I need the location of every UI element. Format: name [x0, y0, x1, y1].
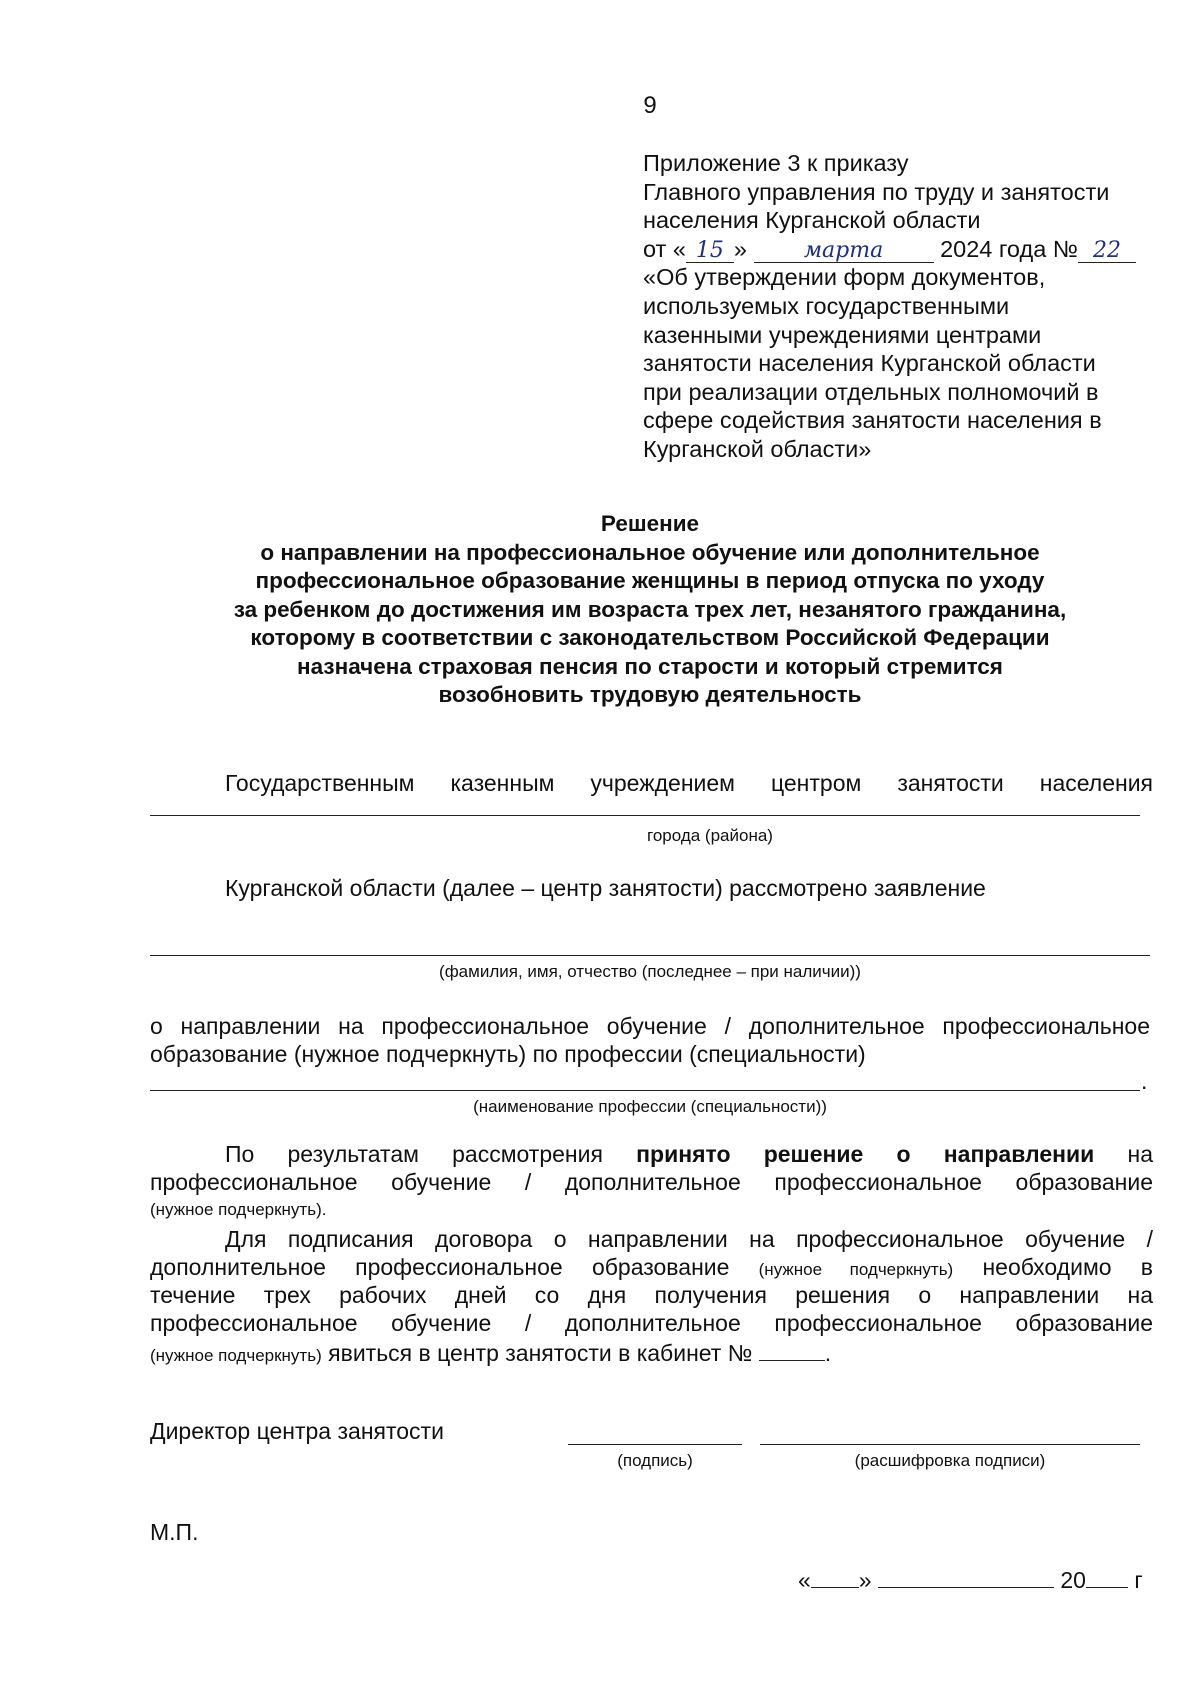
result-decision: принято решение о направлении [636, 1141, 1095, 1167]
decision-year-field[interactable] [1086, 1565, 1128, 1588]
appendix-date-line [643, 235, 1163, 264]
date-prefix: от « [643, 235, 686, 262]
contract-line-3: течение трех рабочих дней со дня получения решения о направлении на [150, 1282, 1153, 1308]
title-line: которому в соответствии с законодательством Российской Федерации [250, 625, 1050, 650]
title-line: возобновить трудовую деятельность [438, 682, 862, 707]
appendix-line: сфере содействия занятости населения в [643, 407, 1102, 434]
contract-line-5 [150, 1338, 831, 1367]
result-text: на [1127, 1141, 1154, 1167]
result-line-2: профессиональное обучение / дополнительное профессиональное образование [150, 1169, 1153, 1195]
date-mid: » [733, 235, 747, 262]
signature-decode-caption: (расшифровка подписи) [854, 1451, 1046, 1470]
direction-line-1: о направлении на профессиональное обучение / дополнительное профессиональное [150, 1013, 1150, 1039]
date-year: 2024 года № [940, 235, 1078, 262]
profession-caption: (наименование профессии (специальности)) [473, 1097, 827, 1116]
decision-day-field[interactable] [811, 1565, 859, 1588]
appendix-line: используемых государственными [643, 292, 1010, 319]
contract-note: (нужное подчеркнуть) [758, 1260, 954, 1279]
title-line: за ребенком до достижения им возраста трех лет, незанятого гражданина, [233, 596, 1067, 622]
decision-month-field[interactable] [878, 1565, 1054, 1588]
signature-decode-field[interactable] [760, 1444, 1140, 1445]
contract-line-2 [150, 1254, 1153, 1281]
cabinet-number-field[interactable] [759, 1338, 825, 1361]
appendix-line: Главного управления по труду и занятости [643, 178, 1110, 205]
appendix-line: при реализации отдельных полномочий в [643, 378, 1099, 405]
director-label: Директор центра занятости [150, 1418, 444, 1444]
profession-field[interactable] [150, 1090, 1140, 1091]
handwritten-day: 15 [686, 240, 734, 263]
document-title [150, 510, 1150, 710]
appendix-line: Курганской области» [643, 435, 872, 462]
year-suffix: г [1134, 1567, 1143, 1593]
appendix-line: населения Курганской области [643, 207, 981, 234]
contract-line-4: профессиональное обучение / дополнительное профессиональное образование [150, 1310, 1153, 1336]
result-line-3: (нужное подчеркнуть). [150, 1200, 327, 1219]
result-line-1 [225, 1141, 1153, 1168]
applicant-name-field[interactable] [150, 955, 1150, 956]
org-name-field[interactable] [150, 815, 1140, 816]
title-line: профессиональное образование женщины в период отпуска по уходу [255, 568, 1045, 593]
title-line: о направлении на профессиональное обучение или дополнительное [260, 539, 1040, 565]
handwritten-order-number: 22 [1078, 240, 1136, 263]
contract-text: необходимо в [982, 1254, 1153, 1280]
result-text: По результатам рассмотрения [225, 1141, 603, 1167]
contract-text: дополнительное профессиональное образование [150, 1254, 730, 1280]
title-heading: Решение [600, 511, 700, 536]
review-line: Курганской области (далее – центр занятости) рассмотрено заявление [225, 875, 986, 901]
appendix-line: Приложение 3 к приказу [643, 150, 909, 176]
appendix-line: «Об утверждении форм документов, [643, 264, 1046, 291]
direction-line-2: образование (нужное подчеркнуть) по профессии (специальности) [150, 1041, 866, 1067]
year-prefix: 20 [1060, 1567, 1086, 1593]
org-line: Государственным казенным учреждением центром занятости населения [225, 770, 1153, 796]
profession-period: . [1141, 1068, 1148, 1094]
handwritten-month: марта [754, 240, 934, 263]
stamp-place: М.П. [150, 1519, 199, 1545]
appendix-line: казенными учреждениями центрами [643, 321, 1042, 348]
contract-period: . [824, 1340, 832, 1366]
applicant-caption: (фамилия, имя, отчество (последнее – при наличии)) [439, 962, 861, 981]
contract-note: (нужное подчеркнуть) [150, 1346, 322, 1365]
signature-field[interactable] [568, 1444, 742, 1445]
org-caption: города (района) [647, 826, 773, 845]
contract-text: явиться в центр занятости в кабинет № [328, 1340, 753, 1366]
decision-date-line [798, 1565, 1143, 1594]
appendix-block [643, 149, 1163, 464]
appendix-line: занятости населения Курганской области [643, 350, 1096, 377]
page-number: 9 [643, 92, 657, 119]
contract-line-1: Для подписания договора о направлении на профессиональное обучение / [225, 1226, 1153, 1252]
signature-caption: (подпись) [617, 1451, 693, 1470]
date-open-quote: « [798, 1567, 811, 1593]
title-line: назначена страховая пенсия по старости и который стремится [297, 653, 1003, 679]
date-close-quote: » [858, 1567, 872, 1593]
